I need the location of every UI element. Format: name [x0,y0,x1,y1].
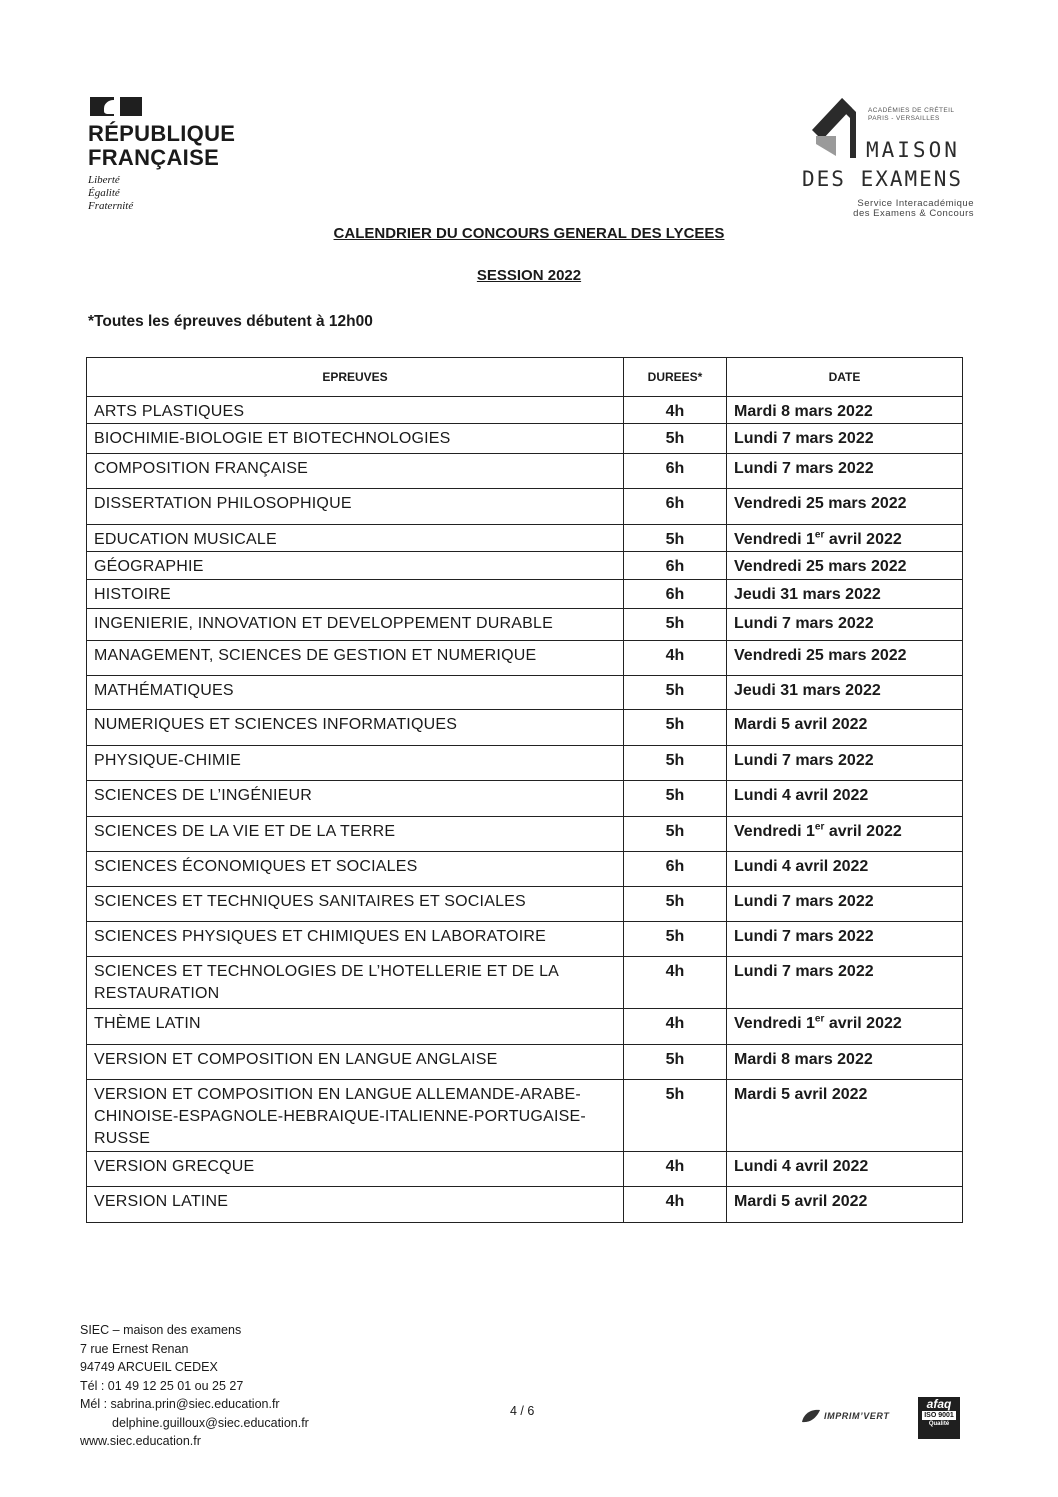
duree-cell: 4h [624,397,727,424]
duree-cell: 5h [624,424,727,454]
duree-cell: 5h [624,609,727,641]
table-header-row [87,358,963,397]
table-row [87,781,963,817]
leaf-icon [801,1408,821,1424]
date-ordinal: er [814,1013,825,1025]
calendar-table [86,357,963,1223]
table-row [87,1080,963,1152]
date-cell: Mardi 5 avril 2022 [727,1187,963,1223]
table-row [87,817,963,852]
duree-cell: 6h [624,489,727,525]
imprim-vert-label: IMPRIM’VERT [824,1411,890,1421]
afaq-label: afaq [926,1397,952,1411]
duree-cell: 6h [624,552,727,580]
table-row [87,676,963,710]
epreuve-cell: VERSION ET COMPOSITION EN LANGUE ALLEMANDE-ARABE-CHINOISE-ESPAGNOLE-HEBRAIQUE-ITALIENNE-PORTUGAISE-RUSSE [87,1080,624,1152]
duree-cell: 5h [624,525,727,552]
duree-cell: 5h [624,781,727,817]
epreuve-cell: NUMERIQUES ET SCIENCES INFORMATIQUES [87,710,624,746]
epreuve-cell: GÉOGRAPHIE [87,552,624,580]
date-cell: Lundi 7 mars 2022 [727,887,963,922]
duree-cell: 5h [624,817,727,852]
duree-cell: 4h [624,1009,727,1045]
epreuve-cell: SCIENCES DE L’INGÉNIEUR [87,781,624,817]
epreuve-cell: COMPOSITION FRANÇAISE [87,454,624,489]
epreuve-cell: THÈME LATIN [87,1009,624,1045]
date-cell [727,525,963,552]
table-row [87,397,963,424]
duree-cell: 6h [624,454,727,489]
date-ordinal: er [814,529,825,541]
duree-cell: 4h [624,1152,727,1187]
afaq-qualite: Qualité [928,1421,950,1427]
date-cell: Lundi 7 mars 2022 [727,454,963,489]
date-cell: Mardi 8 mars 2022 [727,397,963,424]
table-row [87,710,963,746]
maison-service [812,199,974,219]
document-title: CALENDRIER DU CONCOURS GENERAL DES LYCEES [333,225,725,242]
motto-liberte: Liberté [88,174,120,186]
footer-phone: Tél : 01 49 12 25 01 ou 25 27 [80,1378,244,1393]
epreuve-cell: ARTS PLASTIQUES [87,397,624,424]
table-row [87,1187,963,1223]
date-cell [727,1009,963,1045]
date-cell [727,817,963,852]
epreuve-cell: MATHÉMATIQUES [87,676,624,710]
date-cell: Mardi 8 mars 2022 [727,1045,963,1080]
footer-email-2[interactable]: delphine.guilloux@siec.education.fr [112,1415,309,1430]
table-row [87,552,963,580]
table-row [87,746,963,781]
table-row [87,609,963,641]
epreuve-cell: DISSERTATION PHILOSOPHIQUE [87,489,624,525]
date-day: Vendredi 1 [734,531,815,548]
afaq-iso: ISO 9001 [922,1411,956,1420]
academies-line1: ACADÉMIES DE CRÉTEIL [868,107,955,114]
epreuve-cell: VERSION LATINE [87,1187,624,1223]
date-cell: Lundi 4 avril 2022 [727,1152,963,1187]
epreuve-cell: VERSION GRECQUE [87,1152,624,1187]
epreuve-cell: SCIENCES PHYSIQUES ET CHIMIQUES EN LABORATOIRE [87,922,624,957]
duree-cell: 6h [624,852,727,887]
date-day: Vendredi 1 [734,1015,815,1032]
epreuve-cell: HISTOIRE [87,580,624,609]
imprim-vert-logo [801,1408,889,1424]
date-cell: Lundi 4 avril 2022 [727,852,963,887]
epreuve-cell: BIOCHIMIE-BIOLOGIE ET BIOTECHNOLOGIES [87,424,624,454]
epreuve-cell: SCIENCES DE LA VIE ET DE LA TERRE [87,817,624,852]
table-row [87,424,963,454]
epreuve-cell: EDUCATION MUSICALE [87,525,624,552]
duree-cell: 4h [624,957,727,1009]
academies-line2: PARIS - VERSAILLES [868,115,940,122]
date-cell: Jeudi 31 mars 2022 [727,580,963,609]
table-row [87,957,963,1009]
footer-line: SIEC – maison des examens [80,1323,242,1337]
republique-line1: RÉPUBLIQUE [88,121,236,146]
maison-academies [868,107,954,123]
date-day: Vendredi 1 [734,823,815,840]
republique-motto [88,174,235,213]
date-cell: Vendredi 25 mars 2022 [727,552,963,580]
republique-line2: FRANÇAISE [88,145,220,170]
date-cell: Mardi 5 avril 2022 [727,710,963,746]
date-cell: Mardi 5 avril 2022 [727,1080,963,1152]
epreuve-cell: SCIENCES ET TECHNOLOGIES DE L’HOTELLERIE ET DE LA RESTAURATION [87,957,624,1009]
date-month-year: avril 2022 [824,823,902,840]
maison-line1: MAISON [866,138,960,162]
motto-fraternite: Fraternité [88,200,134,212]
date-cell: Lundi 7 mars 2022 [727,957,963,1009]
date-cell: Lundi 7 mars 2022 [727,609,963,641]
date-cell: Lundi 4 avril 2022 [727,781,963,817]
table-row [87,454,963,489]
maison-line2: DES EXAMENS [802,167,964,191]
footer-line: 7 rue Ernest Renan [80,1341,189,1356]
duree-cell: 4h [624,1187,727,1223]
date-month-year: avril 2022 [824,531,902,548]
duree-cell: 5h [624,746,727,781]
duree-cell: 5h [624,922,727,957]
duree-cell: 4h [624,641,727,676]
date-cell: Vendredi 25 mars 2022 [727,489,963,525]
epreuve-cell: SCIENCES ÉCONOMIQUES ET SOCIALES [87,852,624,887]
footer-address [80,1321,309,1451]
epreuve-cell: MANAGEMENT, SCIENCES DE GESTION ET NUMERIQUE [87,641,624,676]
duree-cell: 5h [624,887,727,922]
afaq-certification-badge [918,1397,960,1439]
date-ordinal: er [814,821,825,833]
page-number: 4 / 6 [510,1404,535,1418]
republique-title [88,122,235,170]
footer-website[interactable]: www.siec.education.fr [80,1434,201,1448]
date-cell: Lundi 7 mars 2022 [727,424,963,454]
duree-cell: 5h [624,1080,727,1152]
table-row [87,852,963,887]
duree-cell: 6h [624,580,727,609]
header-epreuves: EPREUVES [87,358,624,397]
maison-roof-icon [812,96,872,160]
epreuve-cell: SCIENCES ET TECHNIQUES SANITAIRES ET SOCIALES [87,887,624,922]
table-row [87,1045,963,1080]
calendar-table-body [87,397,963,1223]
table-row [87,887,963,922]
epreuve-cell: VERSION ET COMPOSITION EN LANGUE ANGLAISE [87,1045,624,1080]
motto-egalite: Égalité [88,187,120,199]
header-date: DATE [727,358,963,397]
maison-des-examens-logo [802,96,978,226]
republique-francaise-logo [88,97,235,213]
table-row [87,1152,963,1187]
epreuve-cell: PHYSIQUE-CHIMIE [87,746,624,781]
document-session: SESSION 2022 [476,267,582,284]
table-row [87,580,963,609]
duree-cell: 5h [624,1045,727,1080]
footer-email[interactable]: Mél : sabrina.prin@siec.education.fr [80,1397,280,1411]
service-line1: Service Interacadémique [857,198,974,209]
start-time-note: *Toutes les épreuves débutent à 12h00 [88,313,373,330]
table-row [87,922,963,957]
service-line2: des Examens & Concours [853,208,974,219]
footer-line: 94749 ARCUEIL CEDEX [80,1360,218,1374]
epreuve-cell: INGENIERIE, INNOVATION ET DEVELOPPEMENT DURABLE [87,609,624,641]
table-row [87,525,963,552]
header-durees: DUREES* [624,358,727,397]
date-month-year: avril 2022 [824,1015,902,1032]
table-row [87,1009,963,1045]
date-cell: Lundi 7 mars 2022 [727,922,963,957]
duree-cell: 5h [624,710,727,746]
marianne-flag-icon [90,97,160,116]
duree-cell: 5h [624,676,727,710]
date-cell: Jeudi 31 mars 2022 [727,676,963,710]
table-row [87,641,963,676]
table-row [87,489,963,525]
date-cell: Lundi 7 mars 2022 [727,746,963,781]
date-cell: Vendredi 25 mars 2022 [727,641,963,676]
